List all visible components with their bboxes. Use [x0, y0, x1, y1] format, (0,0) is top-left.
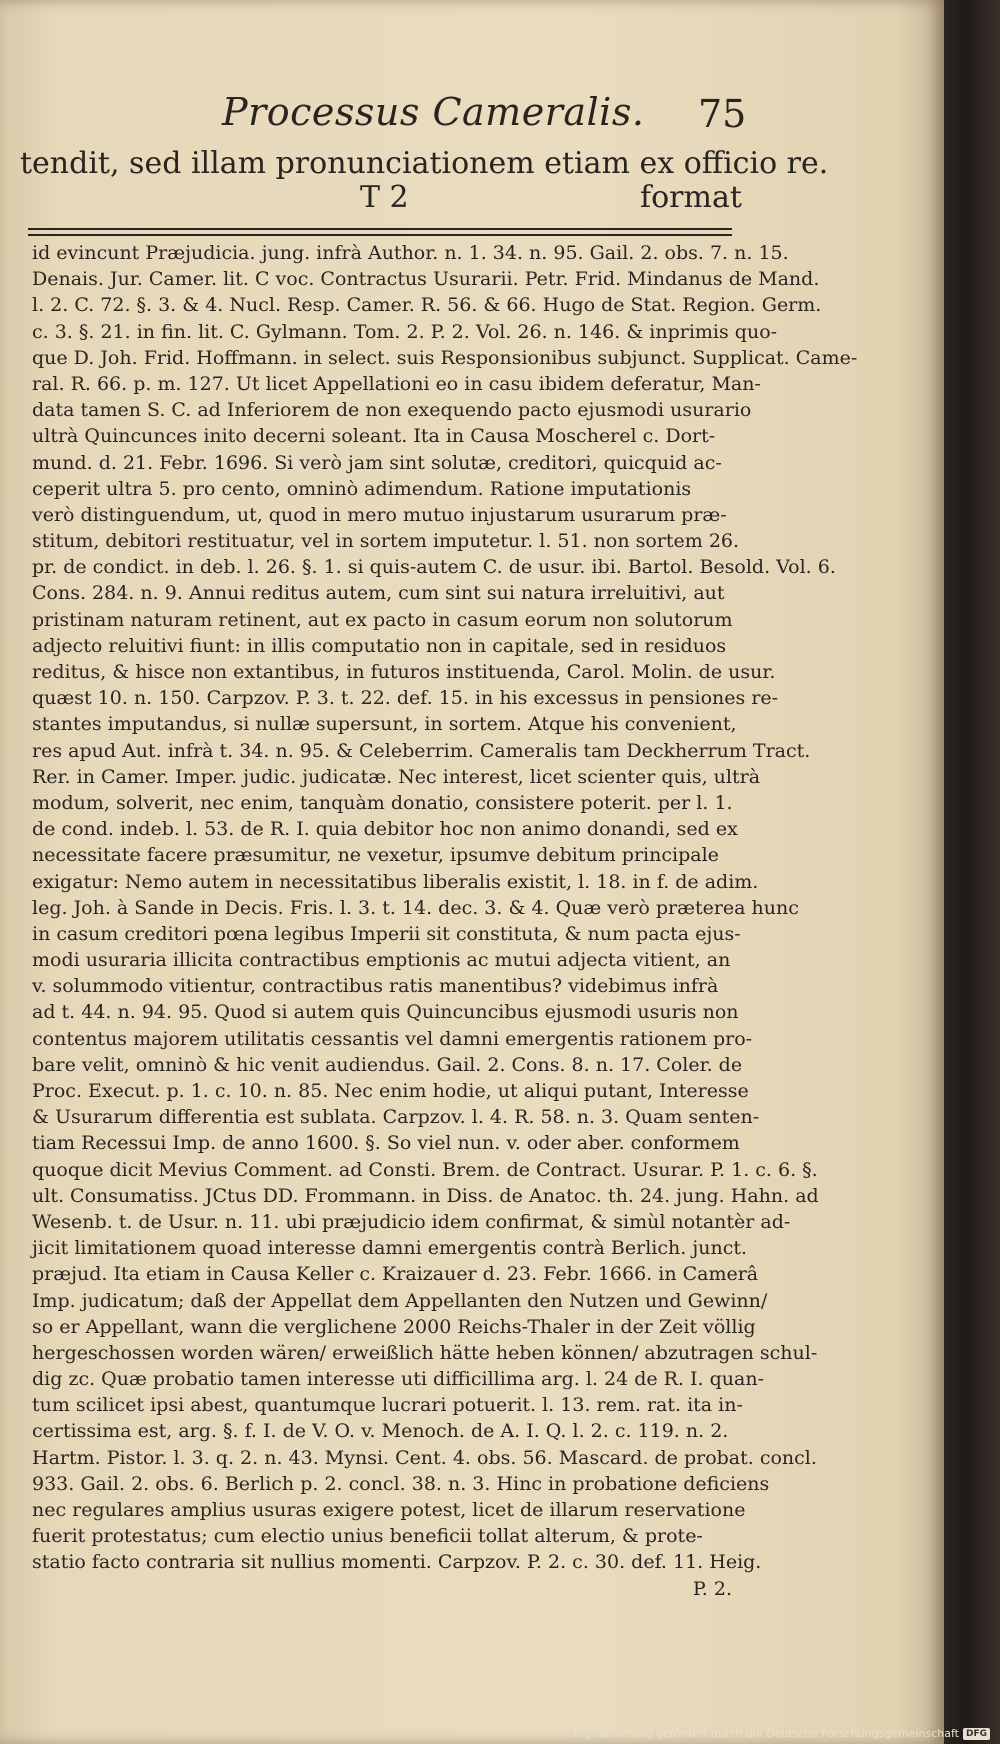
text-line: præjud. Ita etiam in Causa Keller c. Kraizauer d. 23. Febr. 1666. in Camerâ	[32, 1263, 759, 1286]
text-line: bare velit, omninò & hic venit audiendus. Gail. 2. Cons. 8. n. 17. Coler. de	[32, 1053, 743, 1076]
text-line: Wesenb. t. de Usur. n. 11. ubi præjudicio idem confirmat, & simùl notantèr ad-	[32, 1210, 791, 1233]
text-line: modum, solverit, nec enim, tanquàm donatio, consistere poterit. per l. 1.	[32, 791, 733, 814]
text-line: dig zc. Quæ probatio tamen interesse uti difficillima arg. l. 24 de R. I. quan-	[32, 1368, 765, 1391]
text-line: de cond. indeb. l. 53. de R. I. quia debitor hoc non animo donandi, sed ex	[32, 818, 738, 841]
text-line: contentus majorem utilitatis cessantis vel damni emergentis rationem pro-	[32, 1027, 753, 1050]
running-title: Processus Cameralis.	[222, 90, 645, 134]
text-line: Rer. in Camer. Imper. judic. judicatæ. Nec interest, licet scienter quis, ultrà	[32, 765, 761, 788]
text-line: leg. Joh. à Sande in Decis. Fris. l. 3. t. 14. dec. 3. & 4. Quæ verò præterea hunc	[32, 896, 799, 919]
text-line: pristinam naturam retinent, aut ex pacto in casum eorum non solutorum	[32, 608, 733, 631]
text-line: in casum creditori pœna legibus Imperii sit constituta, & num pacta ejus-	[32, 922, 741, 945]
text-line: mund. d. 21. Febr. 1696. Si verò jam sint solutæ, creditori, quicquid ac-	[32, 451, 722, 474]
text-line: l. 2. C. 72. §. 3. & 4. Nucl. Resp. Camer. R. 56. & 66. Hugo de Stat. Region. Germ.	[32, 294, 822, 317]
text-line: & Usurarum differentia est sublata. Carpzov. l. 4. R. 58. n. 3. Quam senten-	[32, 1106, 760, 1129]
text-line: ad t. 44. n. 94. 95. Quod si autem quis Quincuncibus ejusmodi usuris non	[32, 1001, 739, 1024]
text-line: nec regulares amplius usuras exigere potest, licet de illarum reservatione	[32, 1499, 746, 1521]
text-line: fuerit protestatus; cum electio unius beneficii tollat alterum, & prote-	[32, 1525, 703, 1548]
text-line: adjecto reluitivi fiunt: in illis computatio non in capitale, sed in residuos	[32, 634, 727, 657]
page-number: 75	[698, 92, 747, 136]
text-line: tum scilicet ipsi abest, quantumque lucrari potuerit. l. 13. rem. rat. ita in-	[32, 1394, 743, 1417]
text-line: ultrà Quincunces inito decerni soleant. Ita in Causa Moscherel c. Dort-	[32, 425, 716, 448]
text-line: id evincunt Præjudicia. jung. infrà Author. n. 1. 34. n. 95. Gail. 2. obs. 7. n. 15.	[32, 242, 789, 264]
text-line: quæst 10. n. 150. Carpzov. P. 3. t. 22. def. 15. in his excessus in pensiones re-	[32, 687, 779, 710]
signature-mark: T 2	[360, 180, 409, 215]
text-line: 933. Gail. 2. obs. 6. Berlich p. 2. concl. 38. n. 3. Hinc in probatione deficiens	[32, 1472, 770, 1495]
text-line: Imp. judicatum; daß der Appellat dem Appellanten den Nutzen und Gewinn/	[32, 1289, 768, 1312]
text-line: c. 3. §. 21. in fin. lit. C. Gylmann. Tom. 2. P. 2. Vol. 26. n. 146. & inprimis quo-	[32, 320, 778, 343]
text-line: jicit limitationem quoad interesse damni emergentis contrà Berlich. junct.	[32, 1237, 748, 1260]
text-line: so er Appellant, wann die verglichene 2000 Reichs-Thaler in der Zeit völlig	[32, 1315, 756, 1338]
header-rule	[28, 228, 732, 236]
text-line: Denais. Jur. Camer. lit. C voc. Contractus Usurarii. Petr. Frid. Mindanus de Mand.	[32, 268, 820, 291]
continuation-line: tendit, sed illam pronunciationem etiam ex officio re.	[20, 146, 829, 181]
text-line: pr. de condict. in deb. l. 26. §. 1. si quis-autem C. de usur. ibi. Bartol. Besold. Vol. 6.	[32, 556, 836, 579]
text-line: exigatur: Nemo autem in necessitatibus liberalis existit, l. 18. in f. de adim.	[32, 870, 759, 893]
text-line: modi usuraria illicita contractibus emptionis ac mutui adjecta vitient, an	[32, 949, 731, 972]
text-line: stitum, debitori restituatur, vel in sortem imputetur. l. 51. non sortem 26.	[32, 530, 740, 553]
text-line: data tamen S. C. ad Inferiorem de non exequendo pacto ejusmodi usurario	[32, 399, 752, 422]
text-line: Hartm. Pistor. l. 3. q. 2. n. 43. Mynsi. Cent. 4. obs. 56. Mascard. de probat. concl.	[32, 1446, 817, 1469]
footer-credit: Digitalisierung gefördert durch die Deutsche Forschungsgemeinschaft	[573, 1727, 959, 1740]
text-line: res apud Aut. infrà t. 34. n. 95. & Celeberrim. Cameralis tam Deckherrum Tract.	[32, 739, 811, 762]
text-line: tiam Recessui Imp. de anno 1600. §. So viel nun. v. oder aber. conformem	[32, 1132, 740, 1155]
body-text	[32, 240, 858, 1602]
text-line: stantes imputandus, si nullæ supersunt, in sortem. Atque his convenient,	[32, 713, 737, 736]
text-line: v. solummodo vitientur, contractibus ratis manentibus? videbimus infrà	[32, 975, 719, 998]
text-line: Cons. 284. n. 9. Annui reditus autem, cum sint sui natura irreluitivi, aut	[32, 582, 725, 605]
text-line: statio facto contraria sit nullius momenti. Carpzov. P. 2. c. 30. def. 11. Heig.	[32, 1551, 762, 1574]
catchword: format	[640, 180, 742, 215]
text-line: Proc. Execut. p. 1. c. 10. n. 85. Nec enim hodie, ut aliqui putant, Interesse	[32, 1080, 749, 1102]
text-line: necessitate facere præsumitur, ne vexetur, ipsumve debitum principale	[32, 844, 719, 867]
text-line: verò distinguendum, ut, quod in mero mutuo injustarum usurarum præ-	[32, 503, 727, 526]
text-line: reditus, & hisce non extantibus, in futuros instituenda, Carol. Molin. de usur.	[32, 661, 776, 683]
text-line: ceperit ultra 5. pro cento, omninò adimendum. Ratione imputationis	[32, 477, 692, 500]
text-line: que D. Joh. Frid. Hoffmann. in select. suis Responsionibus subjunct. Supplicat. Came-	[32, 346, 858, 369]
text-line: certissima est, arg. §. f. I. de V. O. v. Menoch. de A. I. Q. l. 2. c. 119. n. 2.	[32, 1420, 729, 1443]
text-line: P. 2.	[692, 1577, 732, 1600]
digitization-footer	[573, 1727, 990, 1740]
text-line: ult. Consumatiss. JCtus DD. Frommann. in Diss. de Anatoc. th. 24. jung. Hahn. ad	[32, 1184, 819, 1207]
dfg-logo-icon: DFG	[963, 1728, 990, 1740]
text-line: ral. R. 66. p. m. 127. Ut licet Appellationi eo in casu ibidem deferatur, Man-	[32, 372, 761, 395]
text-line: hergeschossen worden wären/ erweißlich hätte heben können/ abzutragen schul-	[32, 1341, 818, 1364]
text-line: quoque dicit Mevius Comment. ad Consti. Brem. de Contract. Usurar. P. 1. c. 6. §.	[32, 1158, 818, 1181]
book-edge	[944, 0, 1000, 1744]
